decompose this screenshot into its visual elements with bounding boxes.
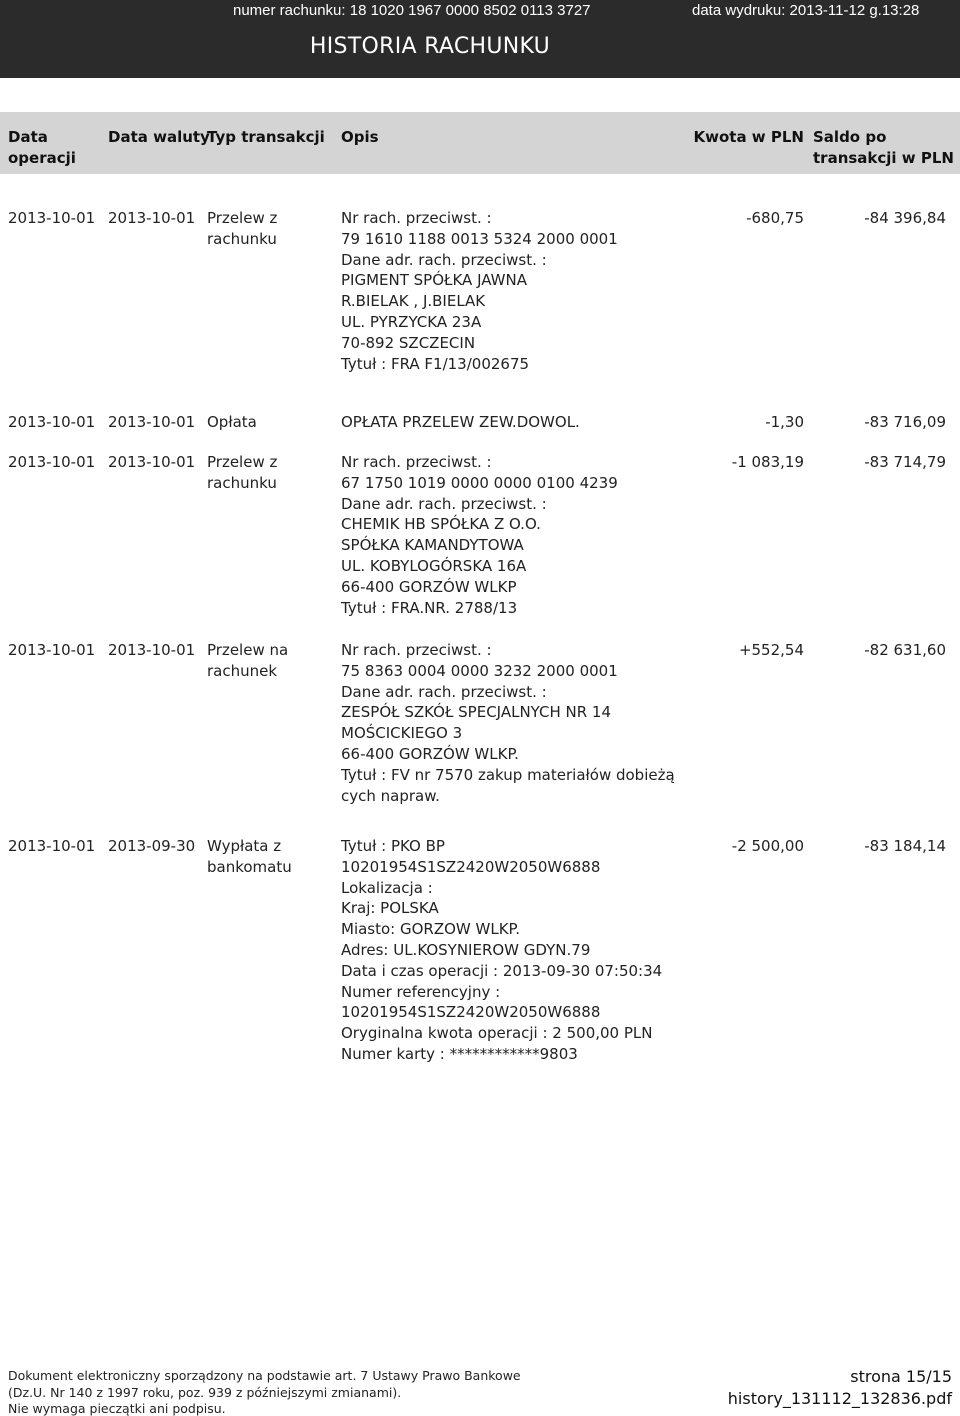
transaction-row: [0, 828, 960, 1068]
balance-after: -83 716,09: [864, 413, 946, 431]
description-line: 79 1610 1188 0013 5324 2000 0001: [341, 229, 618, 248]
description-line: Numer karty : ************9803: [341, 1044, 578, 1063]
value-date: 2013-10-01: [108, 413, 196, 431]
operation-date: 2013-10-01: [8, 837, 96, 855]
operation-date: 2013-10-01: [8, 413, 96, 431]
page-info: [728, 1366, 952, 1410]
description-line: PIGMENT SPÓŁKA JAWNA: [341, 271, 527, 290]
transaction-description: [341, 412, 701, 433]
transaction-description: [341, 208, 701, 374]
transaction-type-line: rachunku: [207, 474, 277, 492]
file-name: history_131112_132836.pdf: [727, 1389, 952, 1408]
column-header-op-date: [8, 127, 76, 169]
transaction-amount: -1,30: [765, 413, 804, 431]
description-line: Data i czas operacji : 2013-09-30 07:50:34: [341, 961, 663, 980]
transaction-type-line: Wypłata z: [207, 837, 282, 855]
transaction-row: [0, 444, 960, 632]
description-line: 10201954S1SZ2420W2050W6888: [341, 857, 601, 876]
transaction-type-line: bankomatu: [207, 858, 292, 876]
transaction-type-line: Przelew z: [207, 453, 278, 471]
transaction-type-line: Przelew na: [207, 641, 289, 659]
transaction-description: [341, 640, 701, 806]
description-line: Lokalizacja :: [341, 878, 433, 897]
balance-after: -83 184,14: [864, 837, 946, 855]
transaction-type-line: Opłata: [207, 413, 257, 431]
transaction-amount: -2 500,00: [731, 837, 804, 855]
description-line: Dane adr. rach. przeciwst. :: [341, 682, 547, 701]
value-date: 2013-09-30: [108, 837, 196, 855]
column-header-balance-line2: transakcji w PLN: [813, 149, 954, 167]
column-header-value-date: Data waluty: [108, 128, 210, 146]
balance-after: -84 396,84: [864, 209, 946, 227]
account-number: numer rachunku: 18 1020 1967 0000 8502 0113 3727: [233, 2, 591, 19]
transaction-type: [207, 412, 317, 433]
column-headers: [0, 112, 960, 174]
description-line: Dane adr. rach. przeciwst. :: [341, 494, 547, 513]
value-date: 2013-10-01: [108, 209, 196, 227]
description-line: 70-892 SZCZECIN: [341, 333, 476, 352]
description-line: SPÓŁKA KAMANDYTOWA: [341, 536, 524, 555]
transaction-amount: -680,75: [746, 209, 804, 227]
transaction-type-line: rachunek: [207, 662, 278, 680]
transaction-type: [207, 208, 317, 250]
balance-after: -82 631,60: [864, 641, 946, 659]
balance-after: -83 714,79: [864, 453, 946, 471]
operation-date: 2013-10-01: [8, 209, 96, 227]
transactions-table: [0, 200, 960, 1068]
description-line: UL. PYRZYCKA 23A: [341, 312, 482, 331]
value-date: 2013-10-01: [108, 641, 196, 659]
description-line: 10201954S1SZ2420W2050W6888: [341, 1003, 601, 1022]
statement-header: [0, 0, 960, 78]
description-line: ZESPÓŁ SZKÓŁ SPECJALNYCH NR 14: [341, 703, 612, 722]
column-header-op-date-line2: operacji: [8, 149, 76, 167]
transaction-type-line: Przelew z: [207, 209, 278, 227]
description-line: CHEMIK HB SPÓŁKA Z O.O.: [341, 515, 541, 534]
page-number: strona 15/15: [850, 1367, 952, 1386]
description-line: OPŁATA PRZELEW ZEW.DOWOL.: [341, 413, 580, 431]
description-line: 66-400 GORZÓW WLKP.: [341, 744, 519, 763]
column-header-type: Typ transakcji: [207, 128, 325, 146]
description-line: Tytuł : PKO BP: [341, 837, 445, 855]
description-line: Nr rach. przeciwst. :: [341, 641, 492, 659]
value-date: 2013-10-01: [108, 453, 196, 471]
print-date: data wydruku: 2013-11-12 g.13:28: [692, 2, 920, 19]
transaction-amount: +552,54: [738, 641, 804, 659]
transaction-type: [207, 836, 317, 878]
column-header-balance-line1: Saldo po: [813, 128, 887, 146]
column-header-description: Opis: [341, 128, 379, 146]
description-line: Numer referencyjny :: [341, 982, 501, 1001]
page-title: HISTORIA RACHUNKU: [309, 34, 551, 59]
description-line: Tytuł : FV nr 7570 zakup materiałów dobieżą: [341, 765, 675, 784]
description-line: 75 8363 0004 0000 3232 2000 0001: [341, 661, 618, 680]
legal-notice-line1: Dokument elektroniczny sporządzony na podstawie art. 7 Ustawy Prawo Bankowe: [8, 1368, 521, 1383]
description-line: UL. KOBYLOGÓRSKA 16A: [341, 556, 527, 575]
description-line: cych napraw.: [341, 786, 440, 805]
column-header-balance: [813, 127, 954, 169]
description-line: Kraj: POLSKA: [341, 899, 439, 918]
transaction-amount: -1 083,19: [731, 453, 804, 471]
legal-notice-line2: (Dz.U. Nr 140 z 1997 roku, poz. 939 z późniejszymi zmianami).: [8, 1384, 402, 1400]
description-line: Dane adr. rach. przeciwst. :: [341, 250, 547, 269]
description-line: Nr rach. przeciwst. :: [341, 453, 492, 471]
operation-date: 2013-10-01: [8, 453, 96, 471]
description-line: 66-400 GORZÓW WLKP: [341, 577, 517, 596]
description-line: Adres: UL.KOSYNIEROW GDYN.79: [341, 940, 591, 959]
transaction-type: [207, 640, 317, 682]
transaction-row: [0, 404, 960, 444]
transaction-description: [341, 836, 701, 1065]
description-line: Tytuł : FRA.NR. 2788/13: [341, 598, 518, 617]
description-line: MOŚCICKIEGO 3: [341, 724, 463, 743]
transaction-type-line: rachunku: [207, 230, 277, 248]
transaction-row: [0, 200, 960, 404]
description-line: Tytuł : FRA F1/13/002675: [341, 354, 530, 373]
transaction-type: [207, 452, 317, 494]
description-line: R.BIELAK , J.BIELAK: [341, 292, 486, 311]
operation-date: 2013-10-01: [8, 641, 96, 659]
legal-notice-line3: Nie wymaga pieczątki ani podpisu.: [8, 1401, 226, 1416]
column-header-op-date-line1: Data: [8, 128, 48, 146]
transaction-description: [341, 452, 701, 618]
description-line: Nr rach. przeciwst. :: [341, 209, 492, 227]
legal-notice: [8, 1368, 521, 1416]
description-line: Oryginalna kwota operacji : 2 500,00 PLN: [341, 1024, 653, 1043]
transaction-row: [0, 632, 960, 828]
description-line: Miasto: GORZOW WLKP.: [341, 920, 521, 939]
description-line: 67 1750 1019 0000 0000 0100 4239: [341, 473, 618, 492]
column-header-amount: Kwota w PLN: [693, 128, 804, 146]
